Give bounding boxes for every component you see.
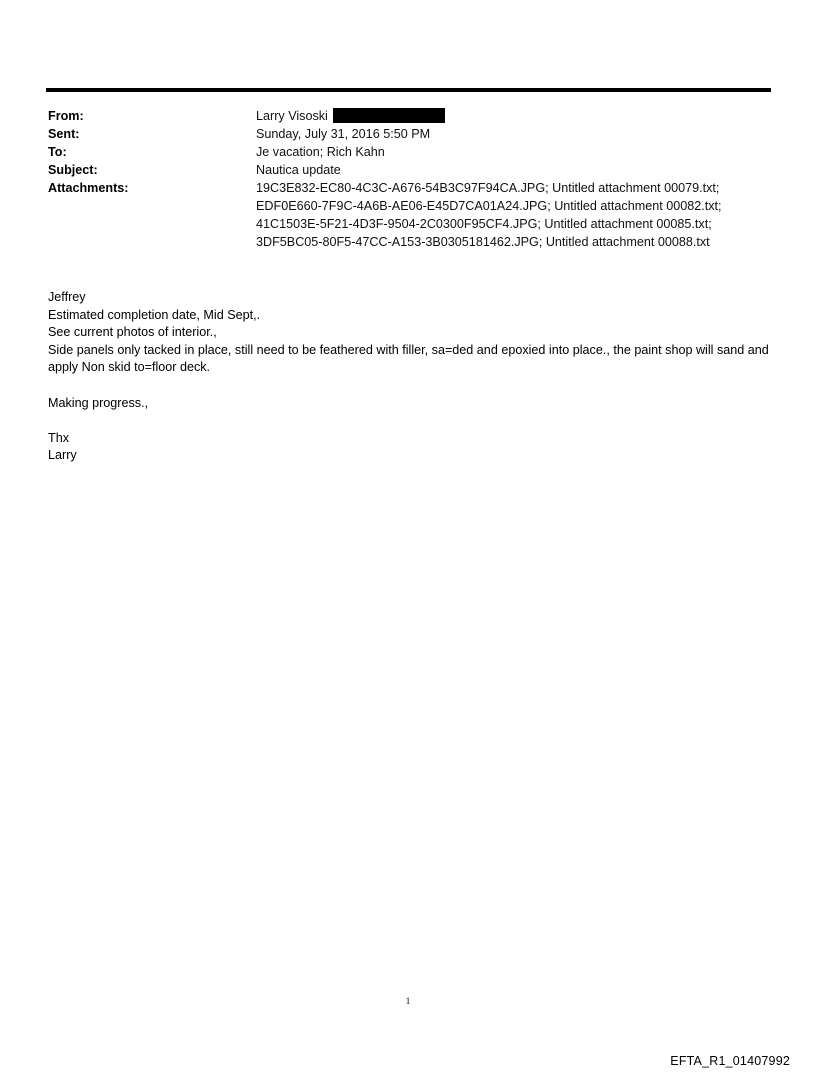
body-line-photos: See current photos of interior., xyxy=(48,325,217,340)
email-body xyxy=(48,289,778,465)
email-header xyxy=(48,107,768,251)
body-line-completion-date: Estimated completion date, Mid Sept,. xyxy=(48,307,261,322)
page-number: 1 xyxy=(405,996,411,1006)
subject-value: Nautica update xyxy=(256,163,341,177)
attachment-line[interactable]: 41C1503E-5F21-4D3F-9504-2C0300F95CF4.JPG; Untitled attachment 00085.txt; xyxy=(256,217,712,231)
attachment-line[interactable]: EDF0E660-7F9C-4A6B-AE06-E45D7CA01A24.JPG; Untitled attachment 00082.txt; xyxy=(256,199,722,213)
spacer xyxy=(48,412,778,430)
greeting: Jeffrey xyxy=(48,290,86,304)
body-line-side-panels: Side panels only tacked in place, still need to be feathered with filler, sa=ded and epoxied into place., the paint shop will sand and apply Non skid to=floor deck. xyxy=(48,342,769,375)
bates-number: EFTA_R1_01407992 xyxy=(670,1054,790,1068)
attachment-line[interactable]: 19C3E832-EC80-4C3C-A676-54B3C97F94CA.JPG; Untitled attachment 00079.txt; xyxy=(256,181,720,195)
body-line-progress: Making progress., xyxy=(48,395,149,410)
subject-label: Subject: xyxy=(48,163,98,177)
from-row xyxy=(48,107,768,125)
to-row xyxy=(48,143,768,161)
redaction-box xyxy=(333,108,445,123)
signature: Larry xyxy=(48,448,77,463)
subject-row xyxy=(48,161,768,179)
attachments-list xyxy=(256,179,768,251)
attachments-label: Attachments: xyxy=(48,181,129,195)
from-value: Larry Visoski xyxy=(256,109,328,123)
to-label: To: xyxy=(48,145,67,159)
header-divider-rule xyxy=(46,88,771,92)
spacer xyxy=(48,377,778,395)
from-label: From: xyxy=(48,109,84,123)
attachment-line[interactable]: 3DF5BC05-80F5-47CC-A153-3B0305181462.JPG; Untitled attachment 00088.txt xyxy=(256,235,710,249)
to-value: Je vacation; Rich Kahn xyxy=(256,145,385,159)
signoff: Thx xyxy=(48,430,69,445)
sent-value: Sunday, July 31, 2016 5:50 PM xyxy=(256,127,431,141)
sent-row xyxy=(48,125,768,143)
sent-label: Sent: xyxy=(48,127,80,141)
attachments-row xyxy=(48,179,768,251)
